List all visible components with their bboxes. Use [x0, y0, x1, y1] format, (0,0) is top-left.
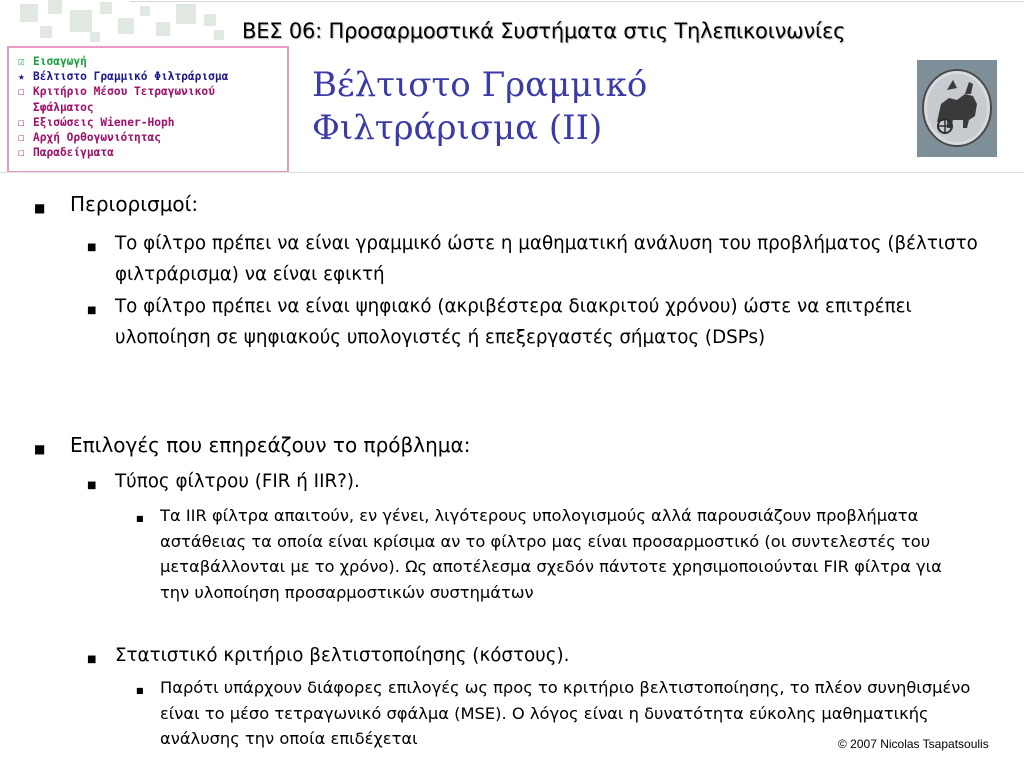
- unchecked-box-icon: ☐: [18, 146, 25, 160]
- square-bullet-icon: ■: [34, 201, 46, 215]
- agenda-item-mse-criterion[interactable]: [18, 84, 287, 99]
- unchecked-box-icon: ☐: [18, 131, 25, 145]
- agenda-item-wiener-hoph[interactable]: [18, 115, 287, 130]
- square-bullet-icon: ■: [136, 686, 144, 695]
- square-bullet-icon: ■: [87, 654, 97, 665]
- title-rule: [0, 172, 1024, 173]
- criterion-detail-text: Παρότι υπάρχουν διάφορες επιλογές ως προς το κριτήριο βελτιστοποίησης, το πλέον συνηθισμένο είναι το μέσο τετραγωνικό σφάλμα (MSE). Ο λόγος είναι η δυνατότητα εύκολης μαθηματικής ανάλυσης την οποία επιδέχεται: [160, 678, 971, 749]
- agenda-item-label: Παραδείγματα: [33, 146, 114, 160]
- restriction-digital: [87, 291, 1002, 353]
- agenda-item-label: Σφάλματος: [33, 100, 94, 114]
- agenda-item-label: Εξισώσεις Wiener-Hoph: [33, 115, 175, 129]
- slide-title: [312, 64, 647, 150]
- square-bullet-icon: ■: [136, 514, 144, 523]
- unchecked-box-icon: ☐: [18, 85, 25, 99]
- restriction-digital-text: Το φίλτρο πρέπει να είναι ψηφιακό (ακριβέστερα διακριτού χρόνου) ώστε να επιτρέπει υλοποίηση σε ψηφιακούς υπολογιστές ή επεξεργαστές σήματος (DSPs): [115, 296, 912, 348]
- agenda-box: [7, 46, 289, 173]
- copyright-footer: © 2007 Nicolas Tsapatsoulis: [838, 737, 989, 751]
- choice-criterion: [87, 640, 1002, 675]
- choice-filter-type: [87, 466, 1002, 501]
- unchecked-box-icon: ☐: [18, 115, 25, 129]
- criterion-label: Στατιστικό κριτήριο βελτιστοποίησης (κόστους).: [115, 645, 570, 666]
- square-bullet-icon: ■: [87, 305, 97, 316]
- agenda-item-orthogonality[interactable]: [18, 130, 287, 145]
- checked-box-icon: ☑: [18, 55, 25, 68]
- filter-type-label: Τύπος φίλτρου (FIR ή IIR?).: [115, 471, 360, 492]
- agenda-item-intro[interactable]: [18, 54, 287, 69]
- bullet-choices: [34, 431, 470, 463]
- ancient-coin-image: [917, 60, 997, 157]
- star-icon: ★: [18, 70, 25, 84]
- slide-title-line1: Βέλτιστο Γραμμικό: [312, 65, 648, 105]
- agenda-item-optimal-filtering[interactable]: [18, 69, 287, 84]
- agenda-item-label: Κριτήριο Μέσου Τετραγωνικού: [33, 85, 215, 99]
- slide-title-line2: Φιλτράρισμα (ΙΙ): [312, 108, 603, 148]
- agenda-item-label: Εισαγωγή: [33, 55, 87, 68]
- agenda-item-label: Αρχή Ορθογωνιότητας: [33, 131, 161, 145]
- filter-type-detail-text: Τα IIR φίλτρα απαιτούν, εν γένει, λιγότερους υπολογισμούς αλλά παρουσιάζουν προβλήματα αστάθειας τα οποία είναι κρίσιμα αν το φίλτρο μας είναι προσαρμοστικό (οι συντελεστές του μεταβάλλονται με το χρόνο). Ως αποτέλεσμα σχεδόν πάντοτε χρησιμοποιούνται FIR φίλτρα για την υλοποίηση προσαρμοστικών συστημάτων: [160, 506, 942, 602]
- header-rule: [130, 1, 1024, 2]
- course-title: ΒΕΣ 06: Προσαρμοστικά Συστήματα στις Τηλεπικοινωνίες: [242, 19, 846, 43]
- bullet-restrictions: [34, 190, 198, 222]
- square-bullet-icon: ■: [34, 442, 46, 456]
- square-bullet-icon: ■: [87, 242, 97, 253]
- restrictions-heading: Περιορισμοί:: [70, 192, 199, 216]
- choices-heading: Επιλογές που επηρεάζουν το πρόβλημα:: [70, 433, 471, 457]
- restriction-linear-text: Το φίλτρο πρέπει να είναι γραμμικό ώστε η μαθηματική ανάλυση του προβλήματος (βέλτιστο φιλτράρισμα) να είναι εφικτή: [115, 233, 978, 285]
- agenda-item-examples[interactable]: [18, 145, 287, 160]
- filter-type-detail: [136, 503, 976, 605]
- agenda-item-label: Βέλτιστο Γραμμικό Φιλτράρισμα: [33, 70, 229, 84]
- restriction-linear: [87, 228, 1002, 290]
- square-bullet-icon: ■: [87, 480, 97, 491]
- agenda-item-mse-criterion-cont[interactable]: [18, 100, 287, 115]
